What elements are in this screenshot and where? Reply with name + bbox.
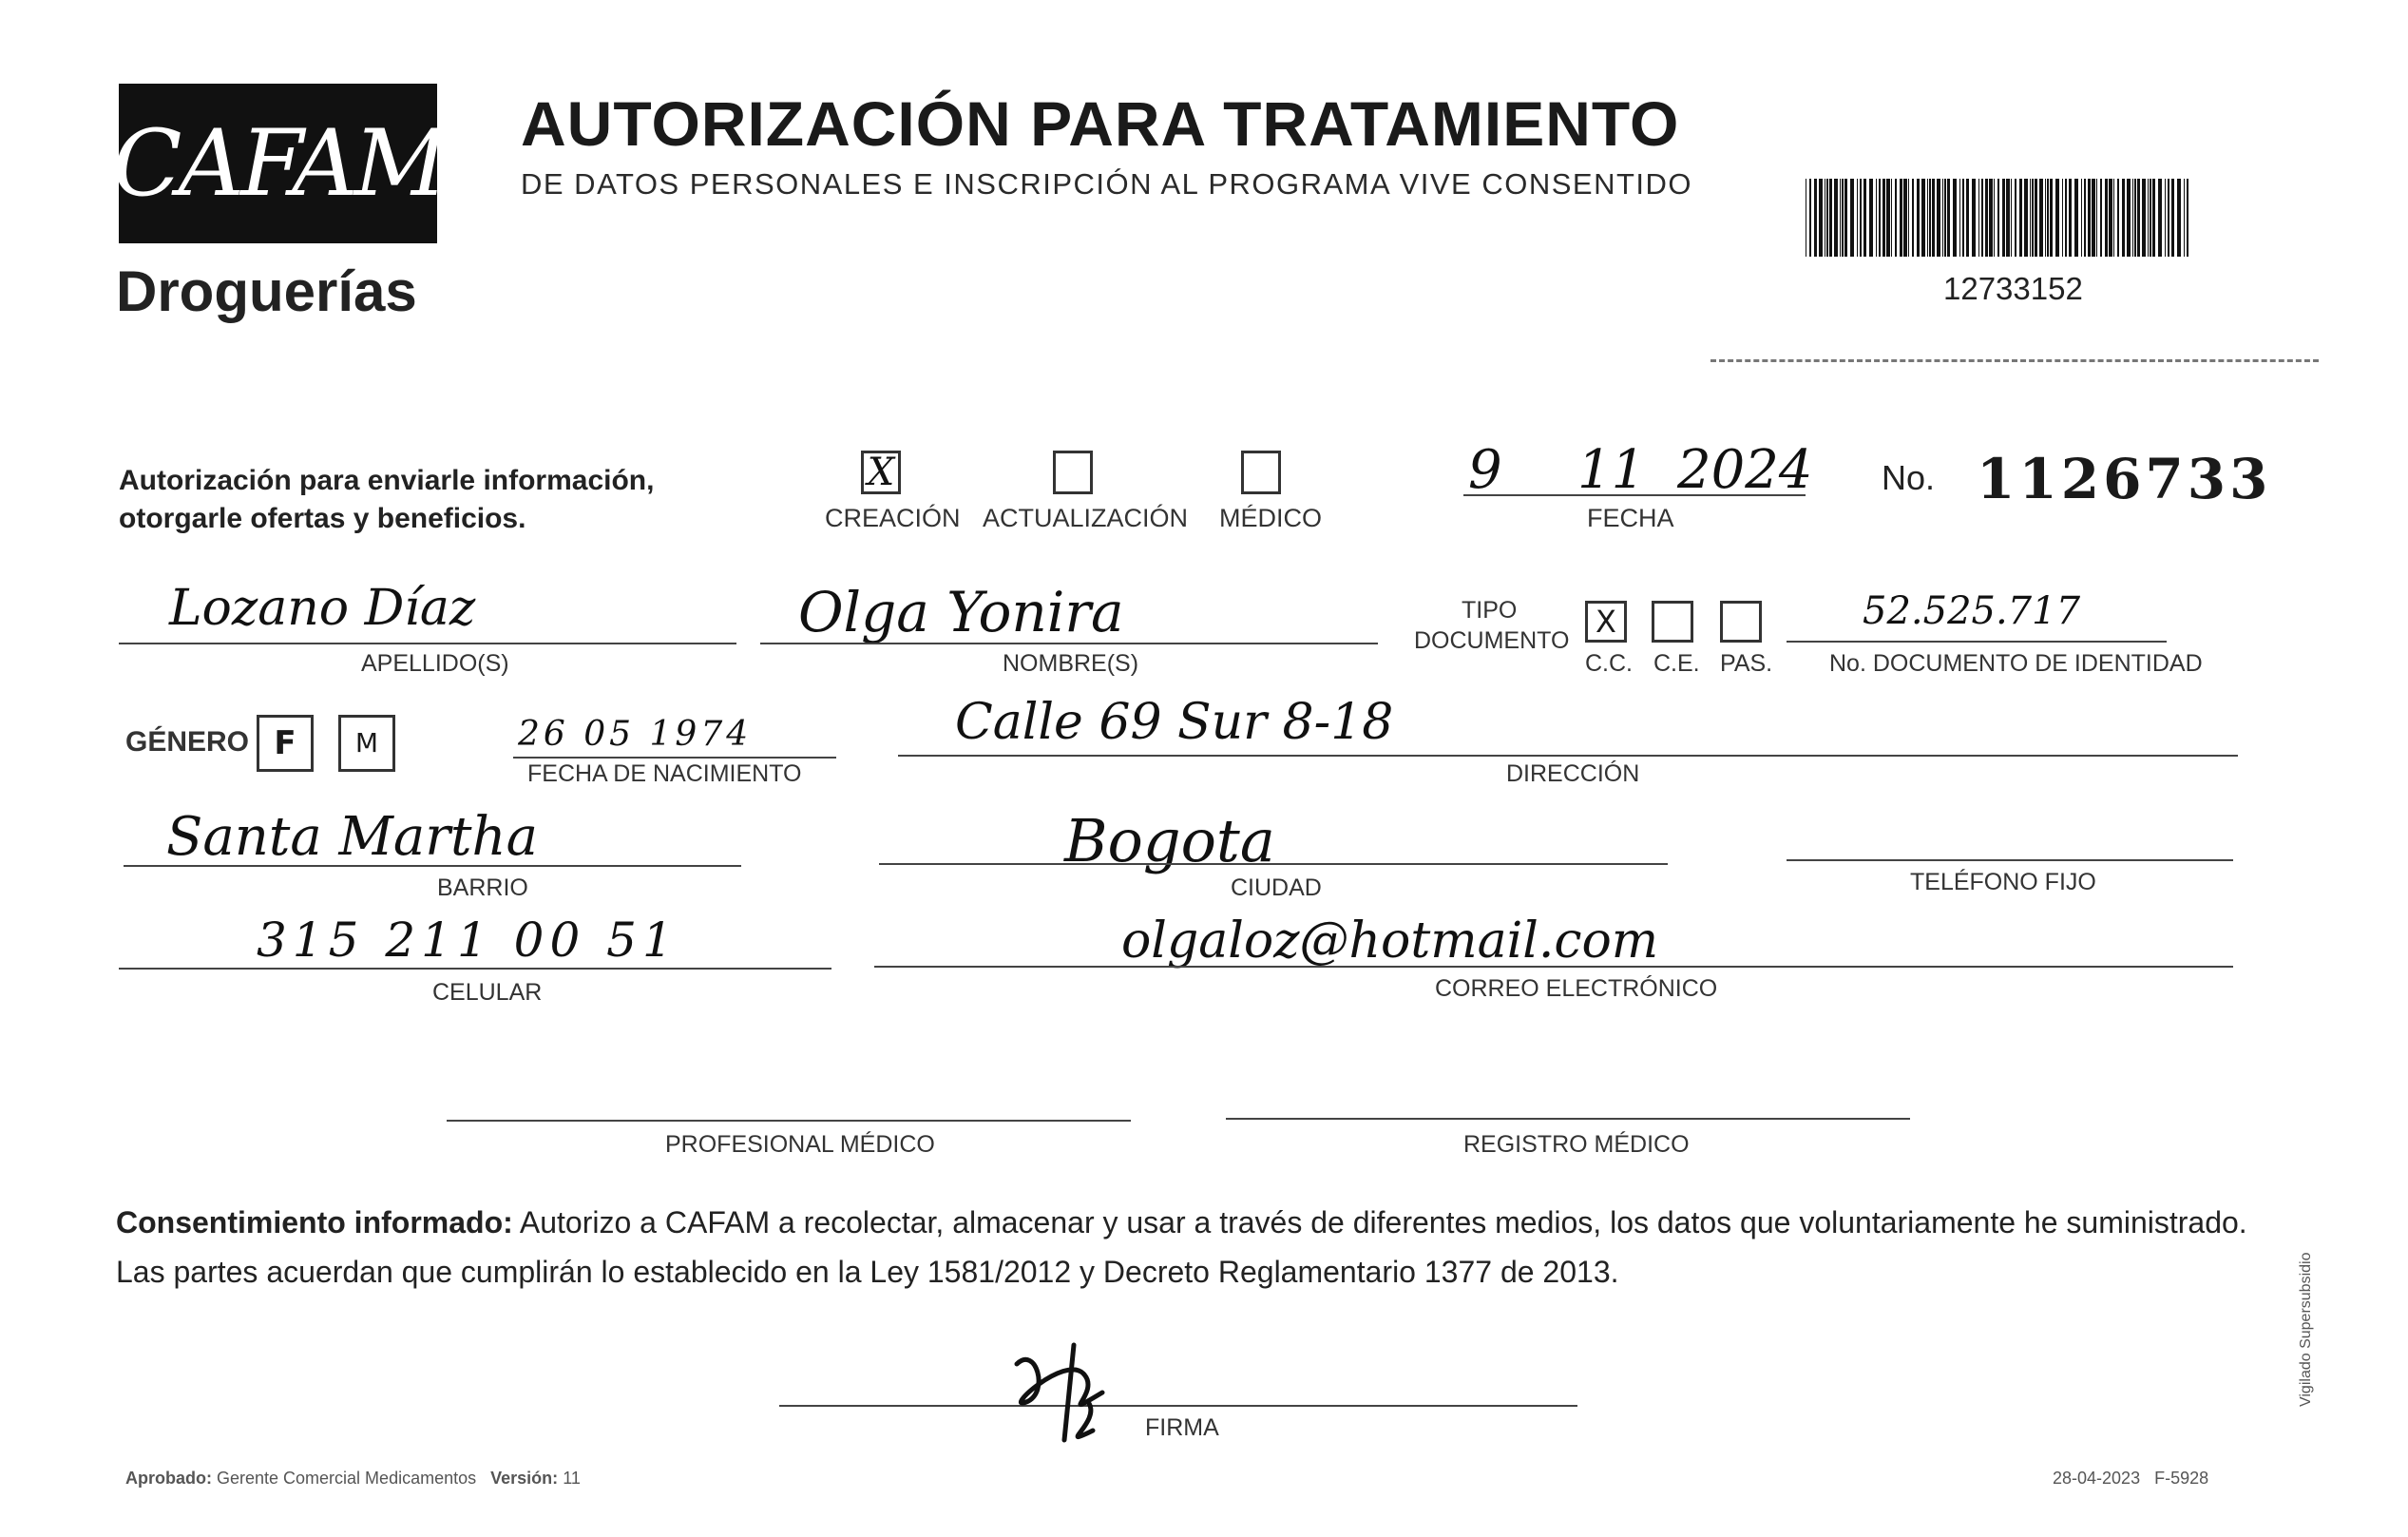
dashed-divider xyxy=(1710,359,2319,362)
footer-form-code: F-5928 xyxy=(2154,1469,2209,1488)
nombres-value[interactable]: Olga Yonira xyxy=(798,580,1124,644)
doc-number-underline xyxy=(1787,641,2167,643)
form-number-label: No. xyxy=(1882,458,1936,497)
ce-checkbox[interactable] xyxy=(1652,601,1693,643)
signature-underline[interactable] xyxy=(779,1405,1577,1407)
telefono-label: TELÉFONO FIJO xyxy=(1910,869,2096,895)
date-month[interactable]: 11 xyxy=(1577,439,1646,501)
celular-underline xyxy=(119,968,831,970)
genero-label: GÉNERO xyxy=(125,726,250,758)
genero-m-mark: M xyxy=(354,727,379,759)
date-year[interactable]: 2024 xyxy=(1677,439,1813,501)
registro-underline[interactable] xyxy=(1226,1118,1910,1120)
correo-underline xyxy=(874,966,2233,968)
genero-m-checkbox[interactable] xyxy=(338,715,395,772)
medico-checkbox[interactable] xyxy=(1241,451,1281,494)
signature-label: FIRMA xyxy=(1145,1414,1219,1441)
logo-text: CAFAM xyxy=(112,110,444,217)
nombres-underline xyxy=(760,643,1378,644)
consent-line2: Las partes acuerdan que cumplirán lo establecido en la Ley 1581/2012 y Decreto Reglamentario 1377 de 2013. xyxy=(116,1255,1619,1289)
ciudad-underline xyxy=(879,863,1668,865)
footer-approval xyxy=(125,1469,581,1489)
cc-checkbox[interactable] xyxy=(1585,601,1627,643)
cafam-logo xyxy=(112,84,444,243)
date-day[interactable]: 9 xyxy=(1468,439,1502,501)
actualizacion-checkbox[interactable] xyxy=(1053,451,1093,494)
tipo-label-2: DOCUMENTO xyxy=(1414,627,1570,654)
profesional-underline[interactable] xyxy=(447,1120,1131,1122)
direccion-label: DIRECCIÓN xyxy=(1506,760,1640,787)
aprobado-value: Gerente Comercial Medicamentos xyxy=(217,1469,477,1488)
ciudad-label: CIUDAD xyxy=(1231,874,1322,901)
doc-number-value[interactable]: 52.525.717 xyxy=(1863,589,2081,633)
celular-label: CELULAR xyxy=(432,979,543,1006)
correo-value[interactable]: olgaloz@hotmail.com xyxy=(1121,913,1659,970)
apellidos-label: APELLIDO(S) xyxy=(361,650,509,677)
profesional-label: PROFESIONAL MÉDICO xyxy=(665,1131,935,1158)
cc-label: C.C. xyxy=(1585,650,1633,677)
barrio-underline xyxy=(124,865,741,867)
consent-text xyxy=(116,1198,2264,1297)
date-underline xyxy=(1463,494,1806,496)
form-subtitle: DE DATOS PERSONALES E INSCRIPCIÓN AL PROGRAMA VIVE CONSENTIDO xyxy=(521,167,1693,201)
barcode xyxy=(1806,179,2195,257)
genero-f-mark: F xyxy=(274,724,296,762)
barcode-number: 12733152 xyxy=(1943,271,2083,306)
ce-label: C.E. xyxy=(1653,650,1700,677)
telefono-underline[interactable] xyxy=(1787,859,2233,861)
side-vertical-text: Vigilado Supersubsidio xyxy=(2298,1252,2314,1407)
actualizacion-label: ACTUALIZACIÓN xyxy=(983,504,1189,532)
authorization-label-line2: otorgarle ofertas y beneficios. xyxy=(119,503,526,534)
registro-label: REGISTRO MÉDICO xyxy=(1463,1131,1690,1158)
date-label: FECHA xyxy=(1587,504,1674,532)
birth-value[interactable]: 26 05 1974 xyxy=(518,715,753,754)
medico-label: MÉDICO xyxy=(1219,504,1322,532)
brand-name: Droguerías xyxy=(116,259,417,323)
tipo-label-1: TIPO xyxy=(1462,597,1518,624)
consent-heading: Consentimiento informado: xyxy=(116,1205,513,1239)
apellidos-value[interactable]: Lozano Díaz xyxy=(169,580,476,637)
creacion-mark: X xyxy=(867,451,895,494)
barrio-label: BARRIO xyxy=(437,874,528,901)
ciudad-value[interactable]: Bogota xyxy=(1064,806,1275,875)
creacion-checkbox[interactable] xyxy=(861,451,901,494)
authorization-label-line1: Autorización para enviarle información, xyxy=(119,465,655,496)
doc-number-label: No. DOCUMENTO DE IDENTIDAD xyxy=(1829,650,2203,677)
birth-label: FECHA DE NACIMIENTO xyxy=(527,760,802,787)
pas-checkbox[interactable] xyxy=(1720,601,1762,643)
birth-underline xyxy=(513,757,836,759)
correo-label: CORREO ELECTRÓNICO xyxy=(1435,975,1718,1002)
signature-scribble xyxy=(998,1335,1131,1459)
consent-line1 xyxy=(116,1198,2264,1247)
barrio-value[interactable]: Santa Martha xyxy=(166,806,538,868)
footer-code xyxy=(2053,1469,2208,1489)
nombres-label: NOMBRE(S) xyxy=(1003,650,1139,677)
form-number: 1126733 xyxy=(1977,447,2272,511)
aprobado-label: Aprobado: xyxy=(125,1469,212,1488)
creacion-label: CREACIÓN xyxy=(825,504,961,532)
pas-label: PAS. xyxy=(1720,650,1773,677)
celular-value[interactable]: 315 211 00 51 xyxy=(257,913,678,968)
apellidos-underline xyxy=(119,643,736,644)
direccion-underline xyxy=(898,755,2238,757)
version-label: Versión: xyxy=(490,1469,559,1488)
form-title: AUTORIZACIÓN PARA TRATAMIENTO xyxy=(521,88,1680,159)
direccion-value[interactable]: Calle 69 Sur 8-18 xyxy=(955,694,1394,751)
genero-f-checkbox[interactable] xyxy=(257,715,314,772)
cc-mark: X xyxy=(1596,604,1616,640)
footer-date-code: 28-04-2023 xyxy=(2053,1469,2141,1488)
consent-body-1: Autorizo a CAFAM a recolectar, almacenar y usar a través de diferentes medios, los datos que voluntariamente he suministrado. xyxy=(512,1205,2247,1239)
authorization-label xyxy=(119,462,654,538)
version-value: 11 xyxy=(563,1469,581,1488)
